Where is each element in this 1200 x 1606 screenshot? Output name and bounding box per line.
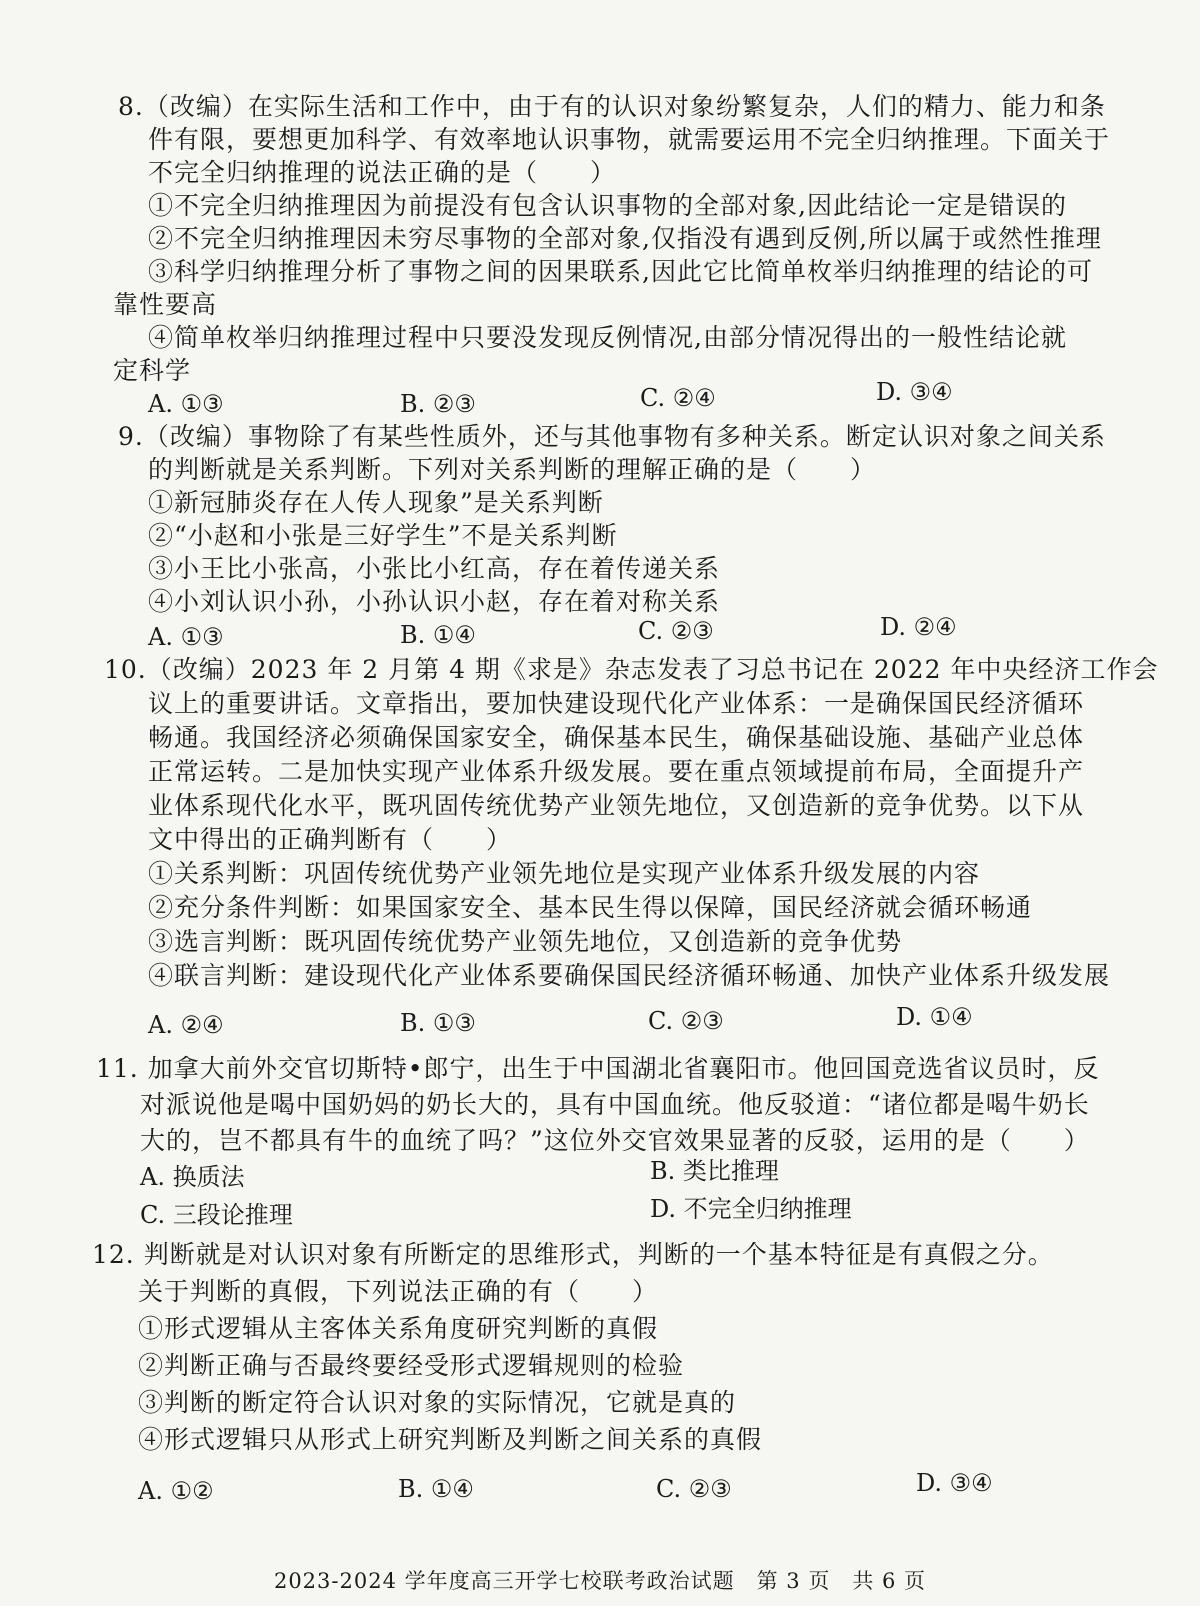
question-9-statement-3: ③小王比小张高，小张比小红高，存在着传递关系	[148, 554, 721, 583]
question-10-option-a[interactable]: A. ②④	[148, 1011, 224, 1039]
question-10-stem-line: 业体系现代化水平，既巩固传统优势产业领先地位，又创造新的竞争优势。以下从	[148, 791, 1085, 820]
question-11-stem-line: 大的，岂不都具有牛的血统了吗？”这位外交官效果显著的反驳，运用的是（ ）	[140, 1126, 1090, 1155]
question-12-stem-line: 12. 判断就是对认识对象有所断定的思维形式，判断的一个基本特征是有真假之分。	[92, 1240, 1054, 1269]
question-10-statement-1: ①关系判断：巩固传统优势产业领先地位是实现产业体系升级发展的内容	[148, 859, 981, 888]
question-9-stem-line: 9.（改编）事物除了有某些性质外，还与其他事物有多种关系。断定认识对象之间关系	[118, 422, 1106, 451]
question-11-stem-line: 11. 加拿大前外交官切斯特•郎宁，出生于中国湖北省襄阳市。他回国竞选省议员时，反	[96, 1054, 1100, 1083]
question-12-statement-2: ②判断正确与否最终要经受形式逻辑规则的检验	[138, 1351, 685, 1380]
question-9-option-d[interactable]: D. ②④	[880, 613, 957, 641]
question-12-statement-3: ③判断的断定符合认识对象的实际情况，它就是真的	[138, 1388, 737, 1417]
question-8-stem-line: 件有限，要想更加科学、有效率地认识事物，就需要运用不完全归纳推理。下面关于	[148, 125, 1111, 154]
question-8-statement-3: ③科学归纳推理分析了事物之间的因果联系,因此它比简单枚举归纳推理的结论的可	[148, 257, 1093, 286]
question-9-statement-4: ④小刘认识小孙，小孙认识小赵，存在着对称关系	[148, 587, 721, 616]
question-11-option-d[interactable]: D. 不完全归纳推理	[650, 1195, 852, 1223]
question-11-option-c[interactable]: C. 三段论推理	[140, 1201, 293, 1229]
question-12-option-b[interactable]: B. ①④	[398, 1475, 474, 1503]
question-11-stem-line: 对派说他是喝中国奶妈的奶长大的，具有中国血统。他反驳道：“诸位都是喝牛奶长	[140, 1090, 1090, 1119]
question-12-stem-line: 关于判断的真假，下列说法正确的有（ ）	[138, 1277, 659, 1306]
question-9-statement-2: ②“小赵和小张是三好学生”不是关系判断	[148, 521, 618, 550]
question-10-statement-4: ④联言判断：建设现代化产业体系要确保国民经济循环畅通、加快产业体系升级发展	[148, 961, 1111, 990]
question-9-option-a[interactable]: A. ①③	[148, 623, 224, 651]
question-8-option-b[interactable]: B. ②③	[400, 390, 476, 418]
question-8-statement-2: ②不完全归纳推理因未穷尽事物的全部对象,仅指没有遇到反例,所以属于或然性推理	[148, 224, 1102, 253]
question-8-statement-4: ④简单枚举归纳推理过程中只要没发现反例情况,由部分情况得出的一般性结论就	[148, 323, 1067, 352]
question-10-stem-line: 正常运转。二是加快实现产业体系升级发展。要在重点领域提前布局，全面提升产	[148, 757, 1085, 786]
question-8-statement-4-cont: 定科学	[113, 356, 192, 385]
question-8-option-a[interactable]: A. ①③	[148, 390, 224, 418]
question-12-option-c[interactable]: C. ②③	[656, 1475, 732, 1503]
page-footer: 2023-2024 学年度高三开学七校联考政治试题 第 3 页 共 6 页	[273, 1569, 927, 1593]
question-12-option-a[interactable]: A. ①②	[138, 1477, 214, 1505]
question-10-stem-line: 文中得出的正确判断有（ ）	[148, 825, 513, 854]
question-10-stem-line: 议上的重要讲话。文章指出，要加快建设现代化产业体系：一是确保国民经济循环	[148, 689, 1085, 718]
question-8-option-c[interactable]: C. ②④	[640, 384, 716, 412]
question-11-option-b[interactable]: B. 类比推理	[650, 1157, 779, 1185]
question-10-statement-2: ②充分条件判断：如果国家安全、基本民生得以保障，国民经济就会循环畅通	[148, 893, 1033, 922]
question-10-option-d[interactable]: D. ①④	[896, 1003, 973, 1031]
question-10-stem-line: 畅通。我国经济必须确保国家安全，确保基本民生，确保基础设施、基础产业总体	[148, 723, 1085, 752]
question-12-statement-4: ④形式逻辑只从形式上研究判断及判断之间关系的真假	[138, 1425, 763, 1454]
question-8-option-d[interactable]: D. ③④	[876, 378, 953, 406]
question-8-stem-line: 不完全归纳推理的说法正确的是（ ）	[148, 158, 617, 187]
question-9-option-b[interactable]: B. ①④	[400, 621, 476, 649]
question-10-option-b[interactable]: B. ①③	[400, 1009, 476, 1037]
question-8-statement-1: ①不完全归纳推理因为前提没有包含认识事物的全部对象,因此结论一定是错误的	[148, 191, 1067, 220]
question-10-statement-3: ③选言判断：既巩固传统优势产业领先地位，又创造新的竞争优势	[148, 927, 903, 956]
question-10-stem-line: 10.（改编）2023 年 2 月第 4 期《求是》杂志发表了习总书记在 2022 年中央经济工作会	[104, 655, 1159, 684]
question-12-option-d[interactable]: D. ③④	[916, 1469, 993, 1497]
question-9-option-c[interactable]: C. ②③	[638, 617, 714, 645]
question-9-statement-1: ①新冠肺炎存在人传人现象”是关系判断	[148, 488, 604, 517]
question-8-stem-line: 8.（改编）在实际生活和工作中，由于有的认识对象纷繁复杂，人们的精力、能力和条	[118, 92, 1106, 121]
question-9-stem-line: 的判断就是关系判断。下列对关系判断的理解正确的是（ ）	[148, 455, 877, 484]
question-10-option-c[interactable]: C. ②③	[648, 1007, 724, 1035]
question-12-statement-1: ①形式逻辑从主客体关系角度研究判断的真假	[138, 1314, 659, 1343]
question-8-statement-3-cont: 靠性要高	[113, 290, 218, 319]
question-11-option-a[interactable]: A. 换质法	[140, 1163, 245, 1191]
